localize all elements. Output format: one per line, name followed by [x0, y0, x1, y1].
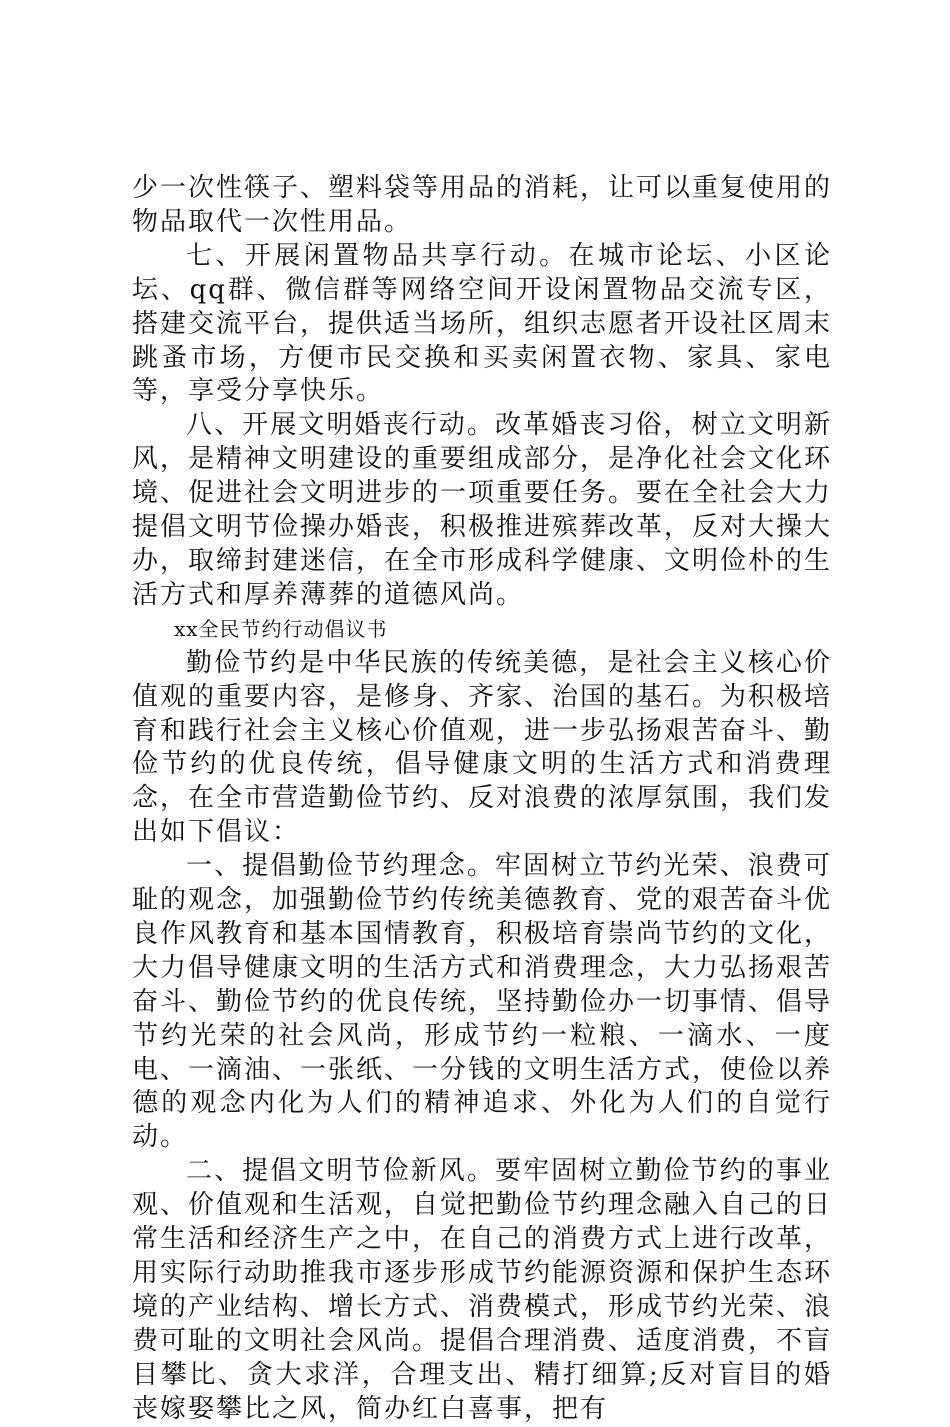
paragraph-intro: 勤俭节约是中华民族的传统美德，是社会主义核心价值观的重要内容，是修身、齐家、治国的基石。为积极培育和践行社会主义核心价值观，进一步弘扬艰苦奋斗、勤俭节约的优良传统，倡导健康文明的生活方式和消费理念，在全市营造勤俭节约、反对浪费的浓厚氛围，我们发出如下倡议：	[132, 647, 833, 848]
document-title: xx全民节约行动倡议书	[174, 616, 388, 641]
paragraph-continuation: 少一次性筷子、塑料袋等用品的消耗，让可以重复使用的物品取代一次性用品。	[132, 173, 833, 237]
paragraph-item-eight: 八、开展文明婚丧行动。改革婚丧习俗，树立文明新风，是精神文明建设的重要组成部分，是净化社会文化环境、促进社会文明进步的一项重要任务。要在全社会大力提倡文明节俭操办婚丧，积极推进殡葬改革，反对大操大办，取缔封建迷信，在全市形成科学健康、文明俭朴的生活方式和厚养薄葬的道德风尚。	[132, 410, 833, 610]
paragraph-item-one: 一、提倡勤俭节约理念。牢固树立节约光荣、浪费可耻的观念，加强勤俭节约传统美德教育、党的艰苦奋斗优良作风教育和基本国情教育，积极培育崇尚节约的文化，大力倡导健康文明的生活方式和消费理念，大力弘扬艰苦奋斗、勤俭节约的优良传统，坚持勤俭办一切事情、倡导节约光荣的社会风尚，形成节约一粒粮、一滴水、一度电、一滴油、一张纸、一分钱的文明生活方式，使俭以养德的观念内化为人们的精神追求、外化为人们的自觉行动。	[132, 851, 833, 1153]
paragraph-item-two: 二、提倡文明节俭新风。要牢固树立勤俭节约的事业观、价值观和生活观，自觉把勤俭节约理念融入自己的日常生活和经济生产之中，在自己的消费方式上进行改革，用实际行动助推我市逐步形成节约能源资源和保护生态环境的产业结构、增长方式、消费模式，形成节约光荣、浪费可耻的文明社会风尚。提倡合理消费、适度消费，不盲目攀比、贪大求洋，合理支出、精打细算;反对盲目的婚丧嫁娶攀比之风，简办红白喜事，把有	[132, 1156, 833, 1424]
document-body	[132, 172, 832, 1427]
paragraph-item-seven: 七、开展闲置物品共享行动。在城市论坛、小区论坛、qq群、微信群等网络空间开设闲置物品交流专区，搭建交流平台，提供适当场所，组织志愿者开设社区周末跳蚤市场，方便市民交换和买卖闲置衣物、家具、家电等，享受分享快乐。	[132, 240, 833, 407]
